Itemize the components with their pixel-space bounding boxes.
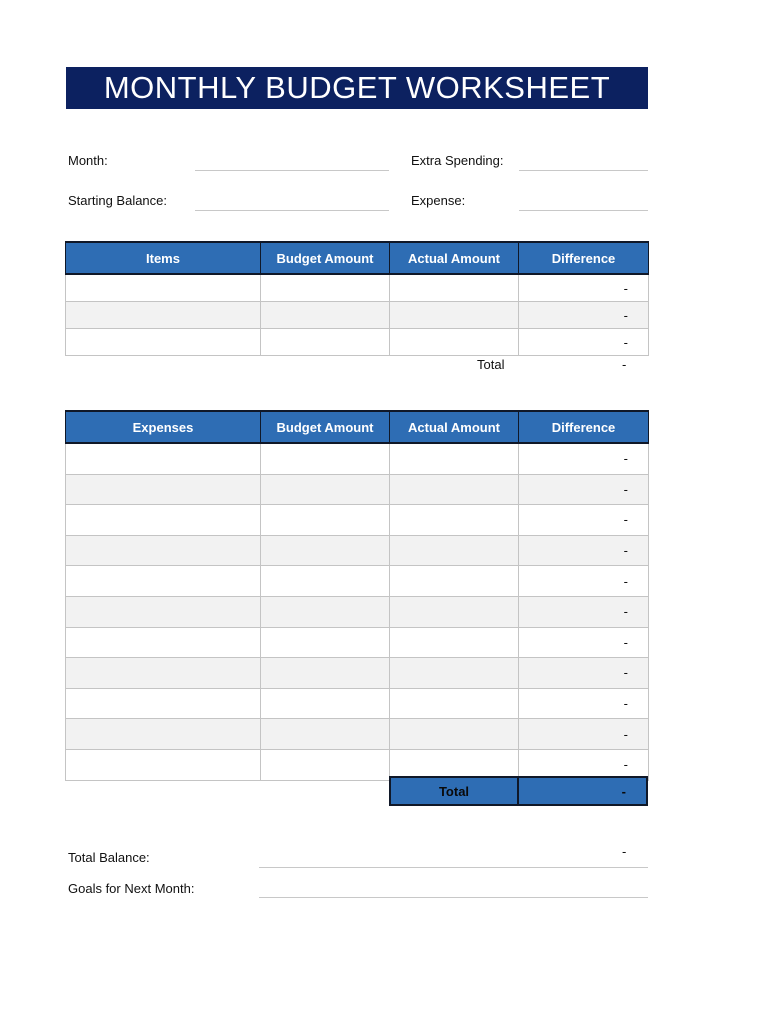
difference-cell[interactable]: - (519, 505, 649, 536)
total-balance-label: Total Balance: (68, 850, 150, 865)
budget-amount-cell[interactable] (261, 596, 390, 627)
actual-amount-cell[interactable] (390, 505, 519, 536)
budget-amount-cell[interactable] (261, 505, 390, 536)
item-cell[interactable] (66, 566, 261, 597)
difference-cell[interactable]: - (519, 302, 649, 329)
column-header-difference: Difference (519, 411, 649, 443)
expenses-table (65, 410, 649, 781)
budget-amount-cell[interactable] (261, 566, 390, 597)
difference-cell[interactable]: - (519, 596, 649, 627)
expenses-table-header (66, 411, 649, 443)
table-row (66, 566, 649, 597)
column-header-expenses: Expenses (66, 411, 261, 443)
month-field[interactable] (195, 170, 389, 171)
starting-balance-field[interactable] (195, 210, 389, 211)
column-header-budget-amount: Budget Amount (261, 411, 390, 443)
table-row (66, 658, 649, 689)
item-cell[interactable] (66, 535, 261, 566)
budget-amount-cell[interactable] (261, 719, 390, 750)
difference-cell[interactable]: - (519, 688, 649, 719)
total-balance-field[interactable] (259, 867, 648, 868)
goals-field[interactable] (259, 897, 648, 898)
table-row (66, 596, 649, 627)
budget-amount-cell[interactable] (261, 302, 390, 329)
budget-amount-cell[interactable] (261, 535, 390, 566)
budget-amount-cell[interactable] (261, 274, 390, 302)
actual-amount-cell[interactable] (390, 719, 519, 750)
item-cell[interactable] (66, 688, 261, 719)
items-table (65, 241, 649, 356)
items-total-value: - (622, 357, 627, 372)
column-header-budget-amount: Budget Amount (261, 242, 390, 274)
item-cell[interactable] (66, 302, 261, 329)
budget-amount-cell[interactable] (261, 627, 390, 658)
difference-cell[interactable]: - (519, 627, 649, 658)
item-cell[interactable] (66, 596, 261, 627)
page-title: MONTHLY BUDGET WORKSHEET (66, 67, 648, 109)
table-row (66, 719, 649, 750)
table-row (66, 474, 649, 505)
difference-cell[interactable]: - (519, 474, 649, 505)
table-row (66, 302, 649, 329)
actual-amount-cell[interactable] (390, 474, 519, 505)
budget-amount-cell[interactable] (261, 329, 390, 356)
difference-cell[interactable]: - (519, 535, 649, 566)
actual-amount-cell[interactable] (390, 443, 519, 474)
item-cell[interactable] (66, 505, 261, 536)
budget-amount-cell[interactable] (261, 443, 390, 474)
table-row (66, 627, 649, 658)
total-balance-value: - (622, 844, 627, 859)
extra-spending-label: Extra Spending: (411, 153, 504, 168)
actual-amount-cell[interactable] (390, 566, 519, 597)
budget-amount-cell[interactable] (261, 658, 390, 689)
difference-cell[interactable]: - (519, 329, 649, 356)
actual-amount-cell[interactable] (390, 627, 519, 658)
items-total-label: Total (477, 357, 505, 372)
item-cell[interactable] (66, 474, 261, 505)
item-cell[interactable] (66, 627, 261, 658)
month-label: Month: (68, 153, 108, 168)
table-row (66, 535, 649, 566)
extra-spending-field[interactable] (519, 170, 648, 171)
actual-amount-cell[interactable] (390, 688, 519, 719)
difference-cell[interactable]: - (519, 719, 649, 750)
expenses-total-label: Total (389, 776, 519, 806)
difference-cell[interactable]: - (519, 443, 649, 474)
table-row (66, 443, 649, 474)
table-row (66, 688, 649, 719)
goals-label: Goals for Next Month: (68, 881, 195, 896)
actual-amount-cell[interactable] (390, 274, 519, 302)
starting-balance-label: Starting Balance: (68, 193, 168, 208)
table-row (66, 329, 649, 356)
difference-cell[interactable]: - (519, 658, 649, 689)
table-row (66, 505, 649, 536)
expense-field[interactable] (519, 210, 648, 211)
budget-amount-cell[interactable] (261, 474, 390, 505)
difference-cell[interactable]: - (519, 566, 649, 597)
budget-amount-cell[interactable] (261, 749, 390, 780)
column-header-difference: Difference (519, 242, 649, 274)
table-row (66, 274, 649, 302)
expense-label: Expense: (411, 193, 466, 208)
item-cell[interactable] (66, 443, 261, 474)
actual-amount-cell[interactable] (390, 658, 519, 689)
items-table-header (66, 242, 649, 274)
budget-amount-cell[interactable] (261, 688, 390, 719)
actual-amount-cell[interactable] (390, 302, 519, 329)
item-cell[interactable] (66, 329, 261, 356)
column-header-items: Items (66, 242, 261, 274)
item-cell[interactable] (66, 658, 261, 689)
difference-cell[interactable]: - (519, 749, 649, 780)
expenses-total-value: - (517, 776, 648, 806)
column-header-actual-amount: Actual Amount (390, 411, 519, 443)
difference-cell[interactable]: - (519, 274, 649, 302)
actual-amount-cell[interactable] (390, 535, 519, 566)
item-cell[interactable] (66, 719, 261, 750)
item-cell[interactable] (66, 749, 261, 780)
item-cell[interactable] (66, 274, 261, 302)
column-header-actual-amount: Actual Amount (390, 242, 519, 274)
actual-amount-cell[interactable] (390, 329, 519, 356)
actual-amount-cell[interactable] (390, 596, 519, 627)
